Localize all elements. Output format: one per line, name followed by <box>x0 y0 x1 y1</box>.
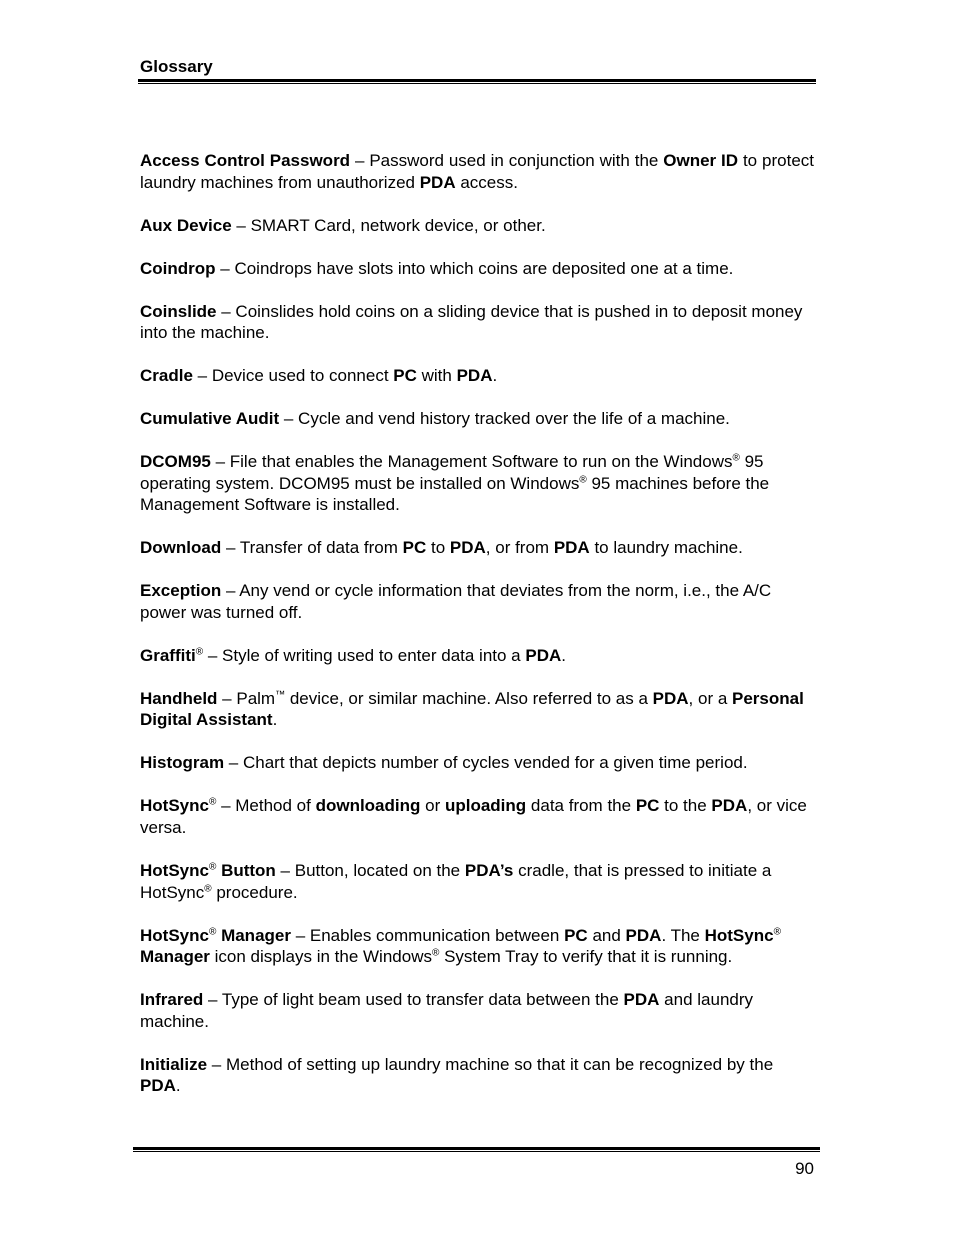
glossary-entry-histogram: Histogram – Chart that depicts number of cycles vended for a given time period. <box>140 753 748 773</box>
page-number: 90 <box>795 1159 814 1178</box>
registered-mark: ® <box>431 947 440 959</box>
glossary-term: Coinslide <box>140 301 217 321</box>
glossary-entry-graffiti: Graffiti® – Style of writing used to enter data into a PDA. <box>140 645 566 665</box>
glossary-term: Infrared <box>140 990 204 1010</box>
glossary-entry-aux-device: Aux Device – SMART Card, network device, or other. <box>140 215 546 235</box>
glossary-term: Handheld <box>140 688 218 708</box>
glossary-list <box>140 150 814 1118</box>
glossary-entry-coinslide: Coinslide – Coinslides hold coins on a sliding device that is pushed in to deposit money into the machine. <box>140 301 803 343</box>
page-header-title: Glossary <box>140 57 213 76</box>
glossary-entry-cradle: Cradle – Device used to connect PC with PDA. <box>140 366 498 386</box>
glossary-term: Download <box>140 538 222 558</box>
glossary-term: Cumulative Audit <box>140 409 280 429</box>
glossary-entry-cumulative-audit: Cumulative Audit – Cycle and vend history tracked over the life of a machine. <box>140 409 730 429</box>
glossary-entry-download: Download – Transfer of data from PC to PDA, or from PDA to laundry machine. <box>140 538 743 558</box>
registered-mark: ® <box>204 882 212 894</box>
glossary-term: Initialize <box>140 1054 208 1074</box>
registered-mark: ® <box>732 452 740 464</box>
registered-mark: ® <box>208 796 217 808</box>
glossary-entry-coindrop: Coindrop – Coindrops have slots into which coins are deposited one at a time. <box>140 258 734 278</box>
glossary-entry-hotsync-manager: HotSync® Manager – Enables communication between PC and PDA. The HotSync® Manager icon displays in the Windows® System Tray to verify that it is running. <box>140 925 781 967</box>
glossary-term: HotSync <box>140 796 209 816</box>
trademark-mark: ™ <box>275 689 286 701</box>
glossary-entry-hotsync-button: HotSync® Button – Button, located on the PDA’s cradle, that is pressed to initiate a HotSync® procedure. <box>140 860 772 902</box>
registered-mark: ® <box>208 925 217 937</box>
glossary-term: Histogram <box>140 753 225 773</box>
registered-mark: ® <box>773 925 781 937</box>
registered-mark: ® <box>579 474 587 486</box>
header-rule <box>138 79 816 84</box>
glossary-term: DCOM95 <box>140 452 211 472</box>
glossary-term: Graffiti <box>140 645 196 665</box>
registered-mark: ® <box>195 646 204 658</box>
glossary-term: Aux Device <box>140 215 232 235</box>
glossary-term: HotSync <box>140 925 209 945</box>
glossary-entry-handheld: Handheld – Palm™ device, or similar machine. Also referred to as a PDA, or a Personal Digital Assistant. <box>140 688 804 730</box>
footer-rule <box>133 1147 820 1152</box>
glossary-entry-exception: Exception – Any vend or cycle information that deviates from the norm, i.e., the A/C power was turned off. <box>140 581 772 622</box>
glossary-term: Cradle <box>140 366 193 386</box>
glossary-term: Access Control Password <box>140 151 351 170</box>
glossary-term: Coindrop <box>140 258 216 278</box>
glossary-entry-infrared: Infrared – Type of light beam used to transfer data between the PDA and laundry machine. <box>140 990 754 1031</box>
glossary-entry-access-control-password: Access Control Password – Password used in conjunction with the Owner ID to protect laundry machines from unauthorized PDA access. <box>140 151 814 192</box>
glossary-entry-initialize: Initialize – Method of setting up laundry machine so that it can be recognized by the PDA. <box>140 1054 774 1096</box>
glossary-entry-dcom95: DCOM95 – File that enables the Management Software to run on the Windows® 95 operating system. DCOM95 must be installed on Windows® 95 machines before the Management Software is installed. <box>140 452 770 515</box>
glossary-term: Exception <box>140 581 222 601</box>
registered-mark: ® <box>208 861 217 873</box>
glossary-term: HotSync <box>140 860 209 880</box>
glossary-entry-hotsync: HotSync® – Method of downloading or uploading data from the PC to the PDA, or vice versa. <box>140 796 807 837</box>
